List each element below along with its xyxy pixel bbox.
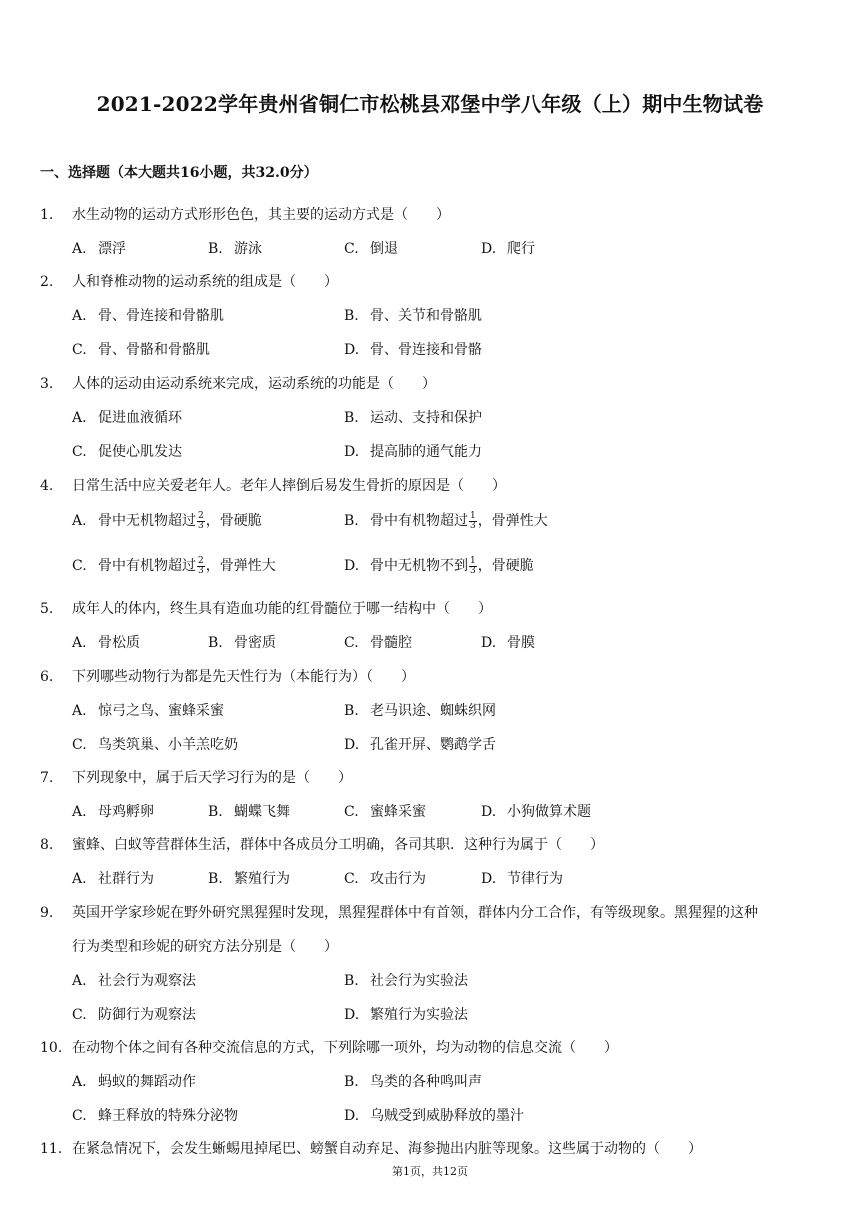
question-number: 8.: [40, 837, 54, 853]
fraction-numerator: 1: [470, 555, 476, 566]
option-letter: C.: [72, 1108, 87, 1124]
question-text: 日常生活中应关爱老年人。老年人摔倒后易发生骨折的原因是（ ）: [72, 478, 506, 494]
fraction: [197, 512, 205, 531]
question-text: 人和脊椎动物的运动系统的组成是（ ）: [72, 274, 338, 290]
answer-option[interactable]: [208, 868, 290, 888]
question-number: 9.: [40, 905, 54, 921]
answer-option[interactable]: [72, 510, 262, 531]
option-text: ，骨弹性大: [477, 513, 548, 529]
option-letter: C.: [344, 241, 359, 257]
option-letter: D.: [344, 737, 360, 753]
answer-option[interactable]: [344, 868, 426, 888]
option-text: 骨、关节和骨骼肌: [370, 308, 482, 324]
option-text: 繁殖行为实验法: [370, 1007, 468, 1023]
option-letter: C.: [72, 342, 87, 358]
answer-option[interactable]: [344, 407, 482, 427]
option-letter: B.: [208, 635, 223, 651]
question-text: 下列哪些动物行为都是先天性行为（本能行为）（ ）: [72, 669, 415, 685]
option-letter: A.: [72, 410, 87, 426]
answer-option[interactable]: [344, 305, 482, 325]
question-number: 5.: [40, 601, 54, 617]
answer-option[interactable]: [72, 632, 140, 652]
option-text: 节律行为: [507, 871, 563, 887]
answer-option[interactable]: [344, 238, 398, 258]
question-number: 11.: [40, 1141, 63, 1157]
option-letter: A.: [72, 871, 87, 887]
option-text: 漂浮: [98, 241, 126, 257]
option-letter: B.: [344, 308, 359, 324]
option-letter: D.: [344, 444, 360, 460]
question: [40, 204, 450, 224]
option-text: 运动、支持和保护: [370, 410, 482, 426]
fraction-denominator: 3: [470, 565, 476, 576]
option-text: 骨膜: [507, 635, 535, 651]
option-letter: D.: [344, 1007, 360, 1023]
fraction-numerator: 2: [198, 555, 204, 566]
answer-option[interactable]: [72, 238, 126, 258]
page-footer: 第1页，共12页: [392, 1165, 468, 1178]
option-letter: A.: [72, 703, 87, 719]
fraction-denominator: 3: [198, 565, 204, 576]
answer-option[interactable]: [72, 1105, 238, 1125]
question: [40, 1037, 618, 1057]
answer-option[interactable]: [344, 801, 426, 821]
option-letter: B.: [208, 871, 223, 887]
answer-option[interactable]: [208, 801, 290, 821]
question-text: 在紧急情况下，会发生蜥蜴甩掉尾巴、螃蟹自动弃足、海参抛出内脏等现象。这些属于动物的（ ）: [72, 1141, 702, 1157]
question: [40, 834, 604, 854]
option-text: ，骨硬脆: [205, 513, 262, 529]
question-number: 7.: [40, 770, 54, 786]
answer-option[interactable]: [344, 632, 412, 652]
option-text: 乌贼受到威胁释放的墨汁: [370, 1108, 524, 1124]
option-letter: A.: [72, 241, 87, 257]
option-text: 骨密质: [234, 635, 276, 651]
question-text: 人体的运动由运动系统来完成，运动系统的功能是（ ）: [72, 376, 436, 392]
option-text: 骨中无机物超过: [98, 513, 196, 529]
option-text: 蜂王释放的特殊分泌物: [98, 1108, 238, 1124]
answer-option[interactable]: [72, 1071, 196, 1091]
option-letter: D.: [481, 871, 497, 887]
option-text: 促进血液循环: [98, 410, 182, 426]
option-letter: A.: [72, 1074, 87, 1090]
answer-option[interactable]: [72, 1004, 196, 1024]
fraction-numerator: 1: [470, 510, 476, 521]
question-text: 英国开学家珍妮在野外研究黑猩猩时发现，黑猩猩群体中有首领，群体内分工合作，有等级现象。黑猩猩的这种: [72, 905, 758, 921]
option-letter: B.: [344, 513, 359, 529]
answer-option[interactable]: [344, 339, 482, 359]
answer-option[interactable]: [72, 407, 182, 427]
fraction: [469, 557, 477, 576]
answer-option[interactable]: [481, 632, 535, 652]
option-text: 鸟类的各种鸣叫声: [370, 1074, 482, 1090]
option-letter: D.: [481, 635, 497, 651]
answer-option[interactable]: [481, 238, 535, 258]
answer-option[interactable]: [72, 868, 154, 888]
answer-option[interactable]: [344, 510, 548, 531]
answer-option[interactable]: [344, 700, 496, 720]
option-text: 骨中无机物不到: [370, 558, 468, 574]
option-text: 母鸡孵卵: [98, 804, 154, 820]
option-text: 社会行为观察法: [98, 973, 196, 989]
option-letter: C.: [72, 558, 87, 574]
option-letter: C.: [72, 737, 87, 753]
question-number: 1.: [40, 207, 54, 223]
option-text: 小狗做算术题: [507, 804, 591, 820]
option-letter: A.: [72, 804, 87, 820]
option-text: 老马识途、蜘蛛织网: [370, 703, 496, 719]
option-text: 骨、骨连接和骨骼肌: [98, 308, 224, 324]
option-text: 孔雀开屏、鹦鹉学舌: [370, 737, 496, 753]
answer-option[interactable]: [72, 441, 182, 461]
question-number: 2.: [40, 274, 54, 290]
option-letter: A.: [72, 635, 87, 651]
question: [40, 767, 352, 787]
question-number: 4.: [40, 478, 54, 494]
answer-option[interactable]: [481, 801, 591, 821]
option-text: 蚂蚁的舞蹈动作: [98, 1074, 196, 1090]
option-letter: B.: [208, 804, 223, 820]
answer-option[interactable]: [72, 970, 196, 990]
answer-option[interactable]: [344, 970, 468, 990]
fraction-numerator: 2: [198, 510, 204, 521]
option-text: 惊弓之鸟、蜜蜂采蜜: [98, 703, 224, 719]
question-text: 蜜蜂、白蚁等营群体生活，群体中各成员分工明确，各司其职．这种行为属于（ ）: [72, 837, 604, 853]
option-letter: D.: [344, 558, 360, 574]
question: [40, 598, 492, 618]
answer-option[interactable]: [72, 555, 276, 576]
option-text: 防御行为观察法: [98, 1007, 196, 1023]
option-letter: B.: [344, 410, 359, 426]
option-text: 鸟类筑巢、小羊羔吃奶: [98, 737, 238, 753]
question-text: 水生动物的运动方式形形色色，其主要的运动方式是（ ）: [72, 207, 450, 223]
answer-option[interactable]: [72, 734, 238, 754]
question: [40, 271, 338, 291]
option-text: 倒退: [370, 241, 398, 257]
answer-option[interactable]: [72, 700, 224, 720]
option-text: 蜜蜂采蜜: [370, 804, 426, 820]
option-text: 繁殖行为: [234, 871, 290, 887]
answer-option[interactable]: [344, 734, 496, 754]
option-letter: B.: [208, 241, 223, 257]
page-title: 2021-2022学年贵州省铜仁市松桃县邓堡中学八年级（上）期中生物试卷: [96, 92, 764, 116]
option-text: 游泳: [234, 241, 262, 257]
option-letter: C.: [344, 635, 359, 651]
question-number: 3.: [40, 376, 54, 392]
fraction-denominator: 3: [198, 520, 204, 531]
answer-option[interactable]: [344, 1004, 468, 1024]
option-text: 社会行为实验法: [370, 973, 468, 989]
option-letter: C.: [72, 1007, 87, 1023]
option-text: 骨中有机物超过: [98, 558, 196, 574]
option-letter: D.: [344, 342, 360, 358]
option-letter: A.: [72, 513, 87, 529]
question-text: 在动物个体之间有各种交流信息的方式，下列除哪一项外，均为动物的信息交流（ ）: [72, 1040, 618, 1056]
option-text: ，骨硬脆: [477, 558, 534, 574]
option-letter: A.: [72, 973, 87, 989]
option-letter: C.: [344, 804, 359, 820]
question: [40, 373, 436, 393]
option-text: 爬行: [507, 241, 535, 257]
option-letter: B.: [344, 973, 359, 989]
option-text: 骨、骨连接和骨骼: [370, 342, 482, 358]
answer-option[interactable]: [208, 632, 276, 652]
answer-option[interactable]: [72, 801, 154, 821]
question-text: 下列现象中，属于后天学习行为的是（ ）: [72, 770, 352, 786]
question: [40, 475, 506, 495]
option-letter: C.: [344, 871, 359, 887]
option-text: 骨髓腔: [370, 635, 412, 651]
option-text: 促使心肌发达: [98, 444, 182, 460]
option-letter: D.: [344, 1108, 360, 1124]
question-number: 6.: [40, 669, 54, 685]
answer-option[interactable]: [344, 1105, 524, 1125]
option-letter: D.: [481, 241, 497, 257]
answer-option[interactable]: [481, 868, 563, 888]
option-text: 社群行为: [98, 871, 154, 887]
option-text: 骨、骨骼和骨骼肌: [98, 342, 210, 358]
fraction-denominator: 3: [470, 520, 476, 531]
question-text-continued: 行为类型和珍妮的研究方法分别是（ ）: [72, 939, 338, 955]
option-text: ，骨弹性大: [205, 558, 276, 574]
fraction: [469, 512, 477, 531]
answer-option[interactable]: [72, 305, 224, 325]
option-letter: A.: [72, 308, 87, 324]
question: [40, 1138, 702, 1158]
answer-option[interactable]: [72, 339, 210, 359]
option-letter: B.: [344, 703, 359, 719]
option-letter: C.: [72, 444, 87, 460]
option-letter: D.: [481, 804, 497, 820]
option-text: 骨松质: [98, 635, 140, 651]
answer-option[interactable]: [344, 555, 534, 576]
option-text: 提高肺的通气能力: [370, 444, 482, 460]
question-number: 10.: [40, 1040, 63, 1056]
question: [40, 666, 415, 686]
option-text: 骨中有机物超过: [370, 513, 468, 529]
fraction: [197, 557, 205, 576]
option-letter: B.: [344, 1074, 359, 1090]
option-text: 攻击行为: [370, 871, 426, 887]
option-text: 蝴蝶飞舞: [234, 804, 290, 820]
answer-option[interactable]: [344, 1071, 482, 1091]
question: [40, 902, 758, 922]
question-text: 成年人的体内，终生具有造血功能的红骨髓位于哪一结构中（ ）: [72, 601, 492, 617]
answer-option[interactable]: [208, 238, 262, 258]
section-heading: 一、选择题（本大题共16小题，共32.0分）: [40, 165, 318, 181]
answer-option[interactable]: [344, 441, 482, 461]
